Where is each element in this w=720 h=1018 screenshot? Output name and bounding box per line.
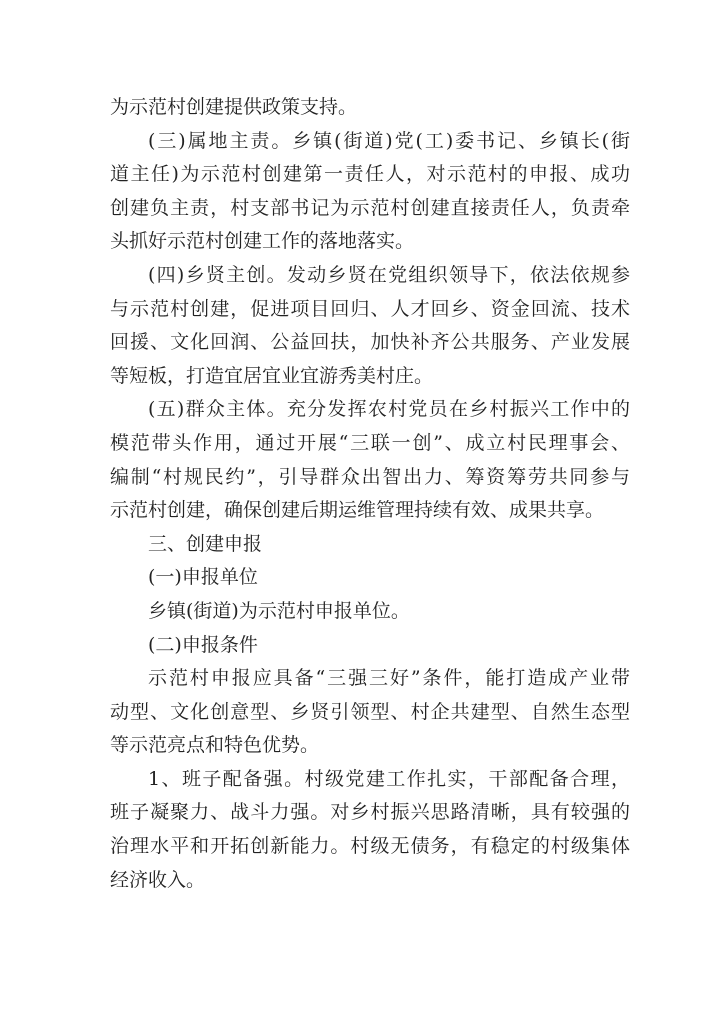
text-line: 头抓好示范村创建工作的落地落实。 bbox=[110, 230, 415, 253]
text-line: 回援、文化回润、公益回扶，加快补齐公共服务、产业发展 bbox=[110, 331, 630, 354]
text-line: 等短板，打造宜居宜业宜游秀美村庄。 bbox=[110, 364, 434, 387]
text-line: 经济收入。 bbox=[110, 868, 206, 891]
paragraph-first-line: 示范村申报应具备“三强三好”条件，能打造成产业带 bbox=[148, 667, 630, 690]
text-line: 动型、文化创意型、乡贤引领型、村企共建型、自然生态型 bbox=[110, 700, 630, 723]
text-line: 乡镇(街道)为示范村申报单位。 bbox=[148, 599, 410, 622]
paragraph-heading-line: (三)属地主责。乡镇(街道)党(工)委书记、乡镇长(街 bbox=[148, 129, 630, 152]
text-line: 与示范村创建，促进项目回归、人才回乡、资金回流、技术 bbox=[110, 297, 630, 320]
paragraph-heading-line: (五)群众主体。充分发挥农村党员在乡村振兴工作中的 bbox=[148, 398, 630, 421]
paragraph-first-line: 1、班子配备强。村级党建工作扎实，干部配备合理， bbox=[148, 767, 630, 790]
text-line: 模范带头作用，通过开展“三联一创”、成立村民理事会、 bbox=[110, 431, 630, 454]
subsection-heading: (二)申报条件 bbox=[148, 633, 258, 656]
text-line: 创建负主责，村支部书记为示范村创建直接责任人，负责牵 bbox=[110, 196, 630, 219]
text-line: 编制“村规民约”，引导群众出智出力、筹资筹劳共同参与 bbox=[110, 465, 630, 488]
text-line: 等示范亮点和特色优势。 bbox=[110, 734, 320, 757]
text-line: 道主任)为示范村创建第一责任人，对示范村的申报、成功 bbox=[110, 163, 630, 186]
subsection-heading: (一)申报单位 bbox=[148, 566, 258, 589]
paragraph-heading-line: (四)乡贤主创。发动乡贤在党组织领导下，依法依规参 bbox=[148, 263, 630, 286]
document-body bbox=[110, 91, 630, 897]
text-line: 为示范村创建提供政策支持。 bbox=[110, 96, 358, 118]
section-heading: 三、创建申报 bbox=[148, 532, 263, 555]
text-line: 治理水平和开拓创新能力。村级无债务，有稳定的村级集体 bbox=[110, 835, 630, 858]
text-line: 示范村创建，确保创建后期运维管理持续有效、成果共享。 bbox=[110, 499, 605, 522]
text-line: 班子凝聚力、战斗力强。对乡村振兴思路清晰，具有较强的 bbox=[110, 801, 630, 824]
